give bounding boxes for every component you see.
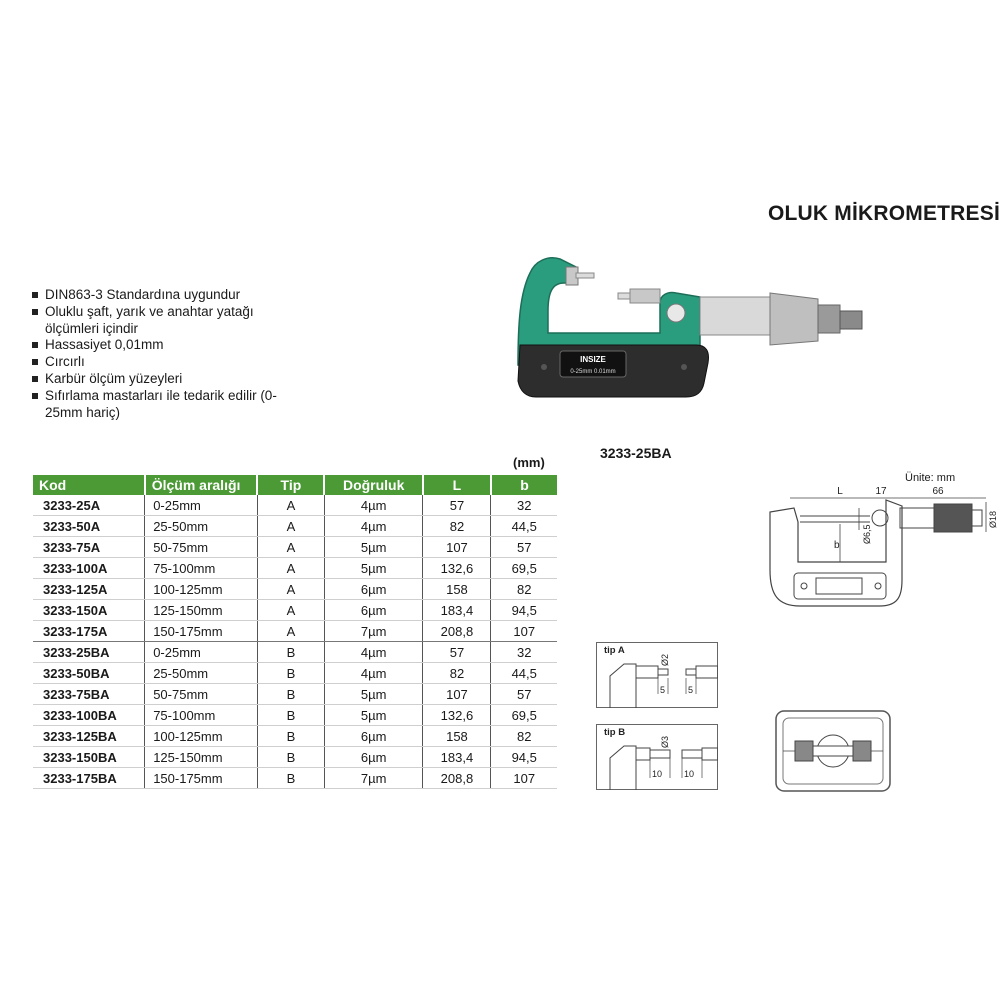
cell-accuracy: 6µm xyxy=(324,726,423,747)
cell-range: 100-125mm xyxy=(145,726,258,747)
table-row xyxy=(33,642,557,663)
tip-b-diameter: Ø3 xyxy=(660,735,670,748)
cell-accuracy: 5µm xyxy=(324,705,423,726)
cell-b: 44,5 xyxy=(491,663,557,684)
col-header-b: b xyxy=(491,475,557,495)
tip-a-diameter: Ø2 xyxy=(660,653,670,666)
cell-tip: A xyxy=(257,558,324,579)
cell-b: 44,5 xyxy=(491,516,557,537)
tip-a-diagram xyxy=(596,642,718,708)
cell-l: 183,4 xyxy=(423,747,491,768)
cell-range: 0-25mm xyxy=(145,642,258,663)
spec-table-body xyxy=(33,495,557,789)
cell-range: 75-100mm xyxy=(145,558,258,579)
cell-kod: 3233-175A xyxy=(33,621,145,642)
cell-accuracy: 4µm xyxy=(324,495,423,516)
table-row xyxy=(33,516,557,537)
cell-b: 107 xyxy=(491,768,557,789)
frame-label: 0-25mm 0.01mm xyxy=(570,369,616,375)
model-caption: 3233-25BA xyxy=(600,445,672,461)
cell-tip: A xyxy=(257,537,324,558)
micrometer-photo xyxy=(500,253,870,423)
tip-a-len1: 5 xyxy=(660,685,666,695)
cell-tip: B xyxy=(257,642,324,663)
cell-kod: 3233-50BA xyxy=(33,663,145,684)
cell-range: 50-75mm xyxy=(145,684,258,705)
cell-kod: 3233-100A xyxy=(33,558,145,579)
dim-d65-label: Ø6,5 xyxy=(862,524,872,544)
table-row xyxy=(33,558,557,579)
cell-kod: 3233-25BA xyxy=(33,642,145,663)
cell-l: 57 xyxy=(423,495,491,516)
dim-17-label: 17 xyxy=(875,486,887,497)
table-row xyxy=(33,747,557,768)
cell-b: 57 xyxy=(491,684,557,705)
dim-b-label: b xyxy=(834,540,840,551)
tip-a-len2: 5 xyxy=(688,685,694,695)
cell-kod: 3233-100BA xyxy=(33,705,145,726)
cell-l: 158 xyxy=(423,579,491,600)
tip-a-label: tip A xyxy=(604,645,625,656)
cell-accuracy: 6µm xyxy=(324,600,423,621)
cell-range: 75-100mm xyxy=(145,705,258,726)
feature-item: Oluklu şaft, yarık ve anahtar yatağı ölçümleri içindir xyxy=(30,304,300,338)
spec-table xyxy=(33,475,557,789)
cell-tip: A xyxy=(257,579,324,600)
table-row xyxy=(33,768,557,789)
cell-b: 82 xyxy=(491,579,557,600)
brand-logo: INSIZE xyxy=(580,355,606,364)
col-header-kod: Kod xyxy=(33,475,145,495)
table-unit: (mm) xyxy=(513,455,545,470)
cell-l: 132,6 xyxy=(423,705,491,726)
table-header-row xyxy=(33,475,557,495)
cell-kod: 3233-25A xyxy=(33,495,145,516)
tip-b-len1: 10 xyxy=(652,769,663,779)
cell-range: 0-25mm xyxy=(145,495,258,516)
col-header-accuracy: Doğruluk xyxy=(324,475,423,495)
tip-b-label: tip B xyxy=(604,727,626,738)
cell-range: 50-75mm xyxy=(145,537,258,558)
dim-l-label: L xyxy=(837,486,843,497)
cell-range: 25-50mm xyxy=(145,516,258,537)
cell-tip: B xyxy=(257,747,324,768)
cell-accuracy: 6µm xyxy=(324,747,423,768)
table-row xyxy=(33,705,557,726)
cell-l: 208,8 xyxy=(423,621,491,642)
cell-tip: B xyxy=(257,684,324,705)
cell-tip: A xyxy=(257,600,324,621)
cell-tip: B xyxy=(257,726,324,747)
cell-l: 208,8 xyxy=(423,768,491,789)
feature-list xyxy=(30,287,300,421)
table-row xyxy=(33,684,557,705)
dimension-drawing xyxy=(760,470,1000,620)
cell-range: 125-150mm xyxy=(145,600,258,621)
cell-accuracy: 7µm xyxy=(324,768,423,789)
cell-range: 100-125mm xyxy=(145,579,258,600)
cell-l: 57 xyxy=(423,642,491,663)
cell-tip: B xyxy=(257,705,324,726)
cell-b: 107 xyxy=(491,621,557,642)
table-row xyxy=(33,600,557,621)
cell-tip: A xyxy=(257,621,324,642)
cell-accuracy: 4µm xyxy=(324,663,423,684)
cell-accuracy: 5µm xyxy=(324,684,423,705)
cell-accuracy: 7µm xyxy=(324,621,423,642)
cell-b: 94,5 xyxy=(491,747,557,768)
table-row xyxy=(33,537,557,558)
cell-l: 158 xyxy=(423,726,491,747)
dim-d18-label: Ø18 xyxy=(988,510,998,528)
setting-gauge-diagram xyxy=(775,710,891,792)
table-row xyxy=(33,726,557,747)
cell-range: 150-175mm xyxy=(145,621,258,642)
cell-kod: 3233-50A xyxy=(33,516,145,537)
cell-range: 125-150mm xyxy=(145,747,258,768)
cell-range: 25-50mm xyxy=(145,663,258,684)
table-row xyxy=(33,621,557,642)
cell-tip: A xyxy=(257,495,324,516)
col-header-tip: Tip xyxy=(257,475,324,495)
dim-66-label: 66 xyxy=(932,486,944,497)
cell-l: 107 xyxy=(423,537,491,558)
tip-b-diagram xyxy=(596,724,718,790)
cell-kod: 3233-150BA xyxy=(33,747,145,768)
cell-kod: 3233-75A xyxy=(33,537,145,558)
cell-b: 94,5 xyxy=(491,600,557,621)
cell-kod: 3233-150A xyxy=(33,600,145,621)
cell-b: 69,5 xyxy=(491,705,557,726)
cell-l: 183,4 xyxy=(423,600,491,621)
tip-b-len2: 10 xyxy=(684,769,695,779)
cell-tip: B xyxy=(257,663,324,684)
cell-accuracy: 5µm xyxy=(324,558,423,579)
cell-accuracy: 4µm xyxy=(324,642,423,663)
cell-b: 32 xyxy=(491,495,557,516)
col-header-l: L xyxy=(423,475,491,495)
cell-l: 82 xyxy=(423,663,491,684)
page-title: OLUK MİKROMETRESİ xyxy=(767,202,1000,225)
cell-l: 132,6 xyxy=(423,558,491,579)
cell-kod: 3233-175BA xyxy=(33,768,145,789)
cell-tip: A xyxy=(257,516,324,537)
cell-tip: B xyxy=(257,768,324,789)
col-header-range: Ölçüm aralığı xyxy=(145,475,258,495)
table-row xyxy=(33,663,557,684)
cell-kod: 3233-125BA xyxy=(33,726,145,747)
cell-b: 32 xyxy=(491,642,557,663)
feature-item: Cırcırlı xyxy=(30,354,300,371)
unit-note: Ünite: mm xyxy=(905,472,956,484)
cell-b: 82 xyxy=(491,726,557,747)
feature-item: Sıfırlama mastarları ile tedarik edilir (0-25mm hariç) xyxy=(30,388,300,422)
cell-accuracy: 5µm xyxy=(324,537,423,558)
table-row xyxy=(33,579,557,600)
cell-range: 150-175mm xyxy=(145,768,258,789)
feature-item: DIN863-3 Standardına uygundur xyxy=(30,287,300,304)
cell-b: 57 xyxy=(491,537,557,558)
cell-l: 82 xyxy=(423,516,491,537)
cell-l: 107 xyxy=(423,684,491,705)
cell-kod: 3233-75BA xyxy=(33,684,145,705)
cell-b: 69,5 xyxy=(491,558,557,579)
cell-accuracy: 6µm xyxy=(324,579,423,600)
cell-accuracy: 4µm xyxy=(324,516,423,537)
feature-item: Hassasiyet 0,01mm xyxy=(30,337,300,354)
cell-kod: 3233-125A xyxy=(33,579,145,600)
feature-item: Karbür ölçüm yüzeyleri xyxy=(30,371,300,388)
table-row xyxy=(33,495,557,516)
